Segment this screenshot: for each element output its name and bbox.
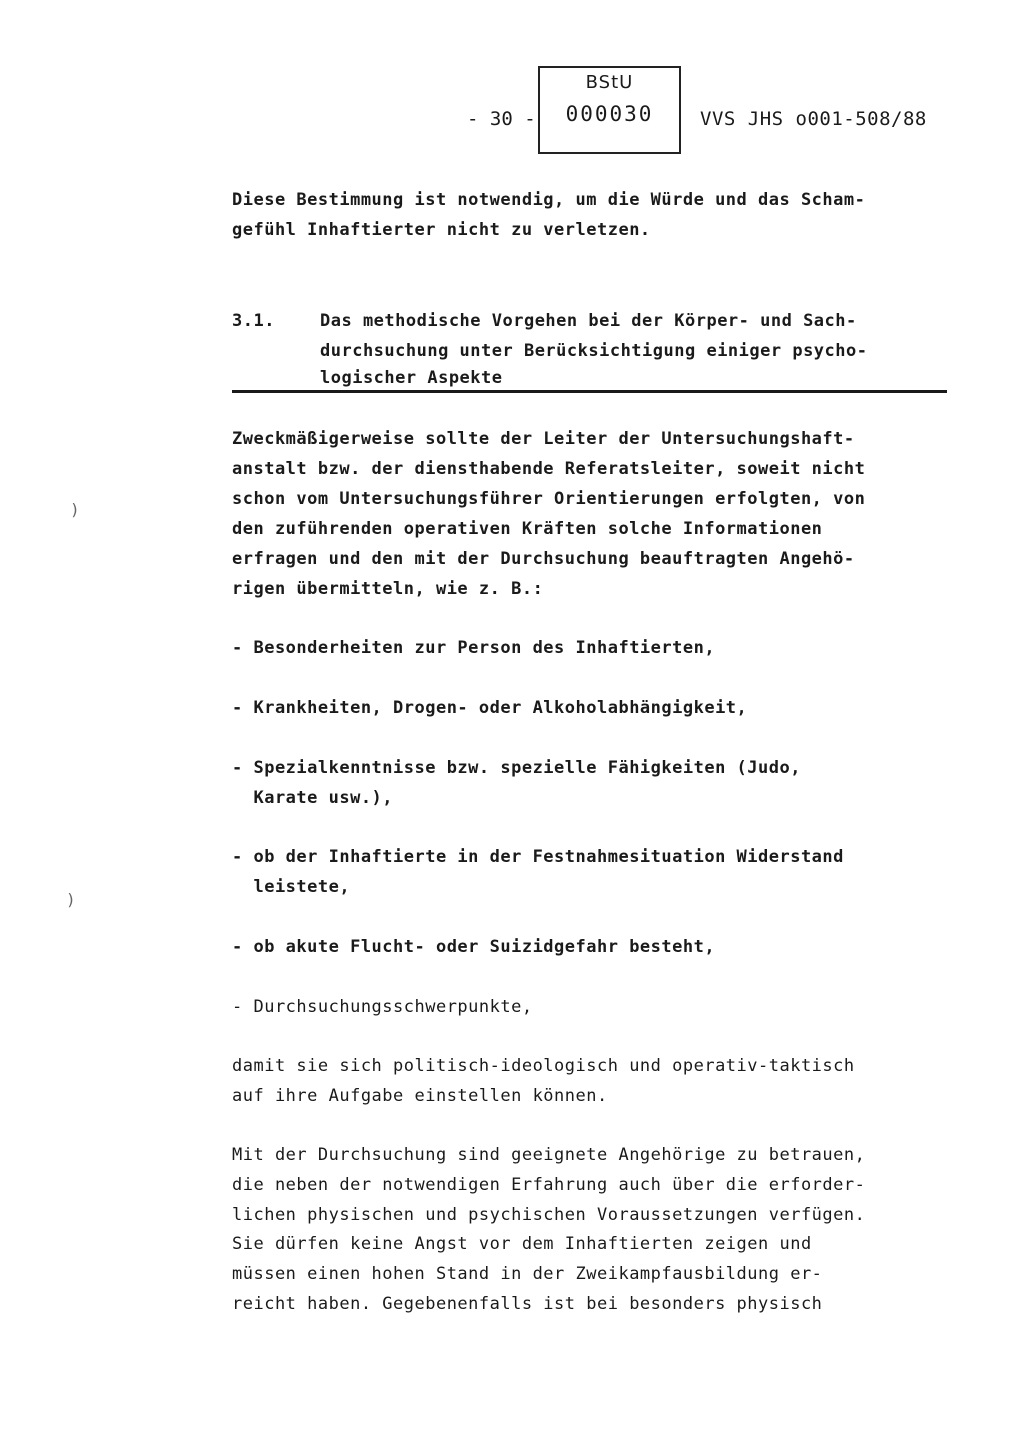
list-item: - Krankheiten, Drogen- oder Alkoholabhängigkeit, [232, 698, 748, 718]
paragraph-line: anstalt bzw. der diensthabende Referatsleiter, soweit nicht [232, 459, 866, 479]
list-item: - Spezialkenntnisse bzw. spezielle Fähigkeiten (Judo, [232, 758, 801, 778]
punch-hole-mark: ) [70, 500, 80, 519]
text-line: Diese Bestimmung ist notwendig, um die Würde und das Scham- [232, 190, 866, 210]
paragraph-line: müssen einen hohen Stand in der Zweikampfausbildung er- [232, 1264, 823, 1284]
stamp-number: 000030 [565, 102, 654, 126]
paragraph-line: schon vom Untersuchungsführer Orientierungen erfolgten, von [232, 489, 866, 509]
list-item-continuation: Karate usw.), [232, 788, 394, 808]
paragraph-line: reicht haben. Gegebenenfalls ist bei besonders physisch [232, 1294, 823, 1314]
paragraph-line: auf ihre Aufgabe einstellen können. [232, 1086, 608, 1106]
document-reference: VVS JHS o001-508/88 [700, 108, 927, 130]
punch-hole-mark: ) [66, 890, 76, 909]
paragraph-line: lichen physischen und psychischen Voraussetzungen verfügen. [232, 1205, 866, 1225]
paragraph-line: Mit der Durchsuchung sind geeignete Angehörige zu betrauen, [232, 1145, 866, 1165]
page-number: - 30 - [467, 108, 536, 130]
paragraph-line: damit sie sich politisch-ideologisch und operativ-taktisch [232, 1056, 855, 1076]
paragraph-line: erfragen und den mit der Durchsuchung beauftragten Angehö- [232, 549, 855, 569]
list-item: - ob der Inhaftierte in der Festnahmesituation Widerstand [232, 847, 844, 867]
section-title-line: logischer Aspekte [320, 368, 503, 388]
section-title-line: Das methodische Vorgehen bei der Körper- und Sach- [320, 311, 857, 331]
section-title-line: durchsuchung unter Berücksichtigung einiger psycho- [320, 341, 868, 361]
paragraph-line: Sie dürfen keine Angst vor dem Inhaftierten zeigen und [232, 1234, 812, 1254]
section-number: 3.1. [232, 311, 275, 331]
list-item-continuation: leistete, [232, 877, 351, 897]
archive-stamp [538, 66, 681, 154]
stamp-title: BStU [585, 72, 634, 93]
section-underline [232, 390, 947, 393]
paragraph-line: rigen übermitteln, wie z. B.: [232, 579, 544, 599]
list-item: - Besonderheiten zur Person des Inhaftierten, [232, 638, 716, 658]
paragraph-line: die neben der notwendigen Erfahrung auch über die erforder- [232, 1175, 866, 1195]
list-item: - Durchsuchungsschwerpunkte, [232, 997, 533, 1017]
paragraph-line: Zweckmäßigerweise sollte der Leiter der Untersuchungshaft- [232, 429, 855, 449]
text-line: gefühl Inhaftierter nicht zu verletzen. [232, 220, 651, 240]
list-item: - ob akute Flucht- oder Suizidgefahr besteht, [232, 937, 716, 957]
paragraph-line: den zuführenden operativen Kräften solche Informationen [232, 519, 823, 539]
